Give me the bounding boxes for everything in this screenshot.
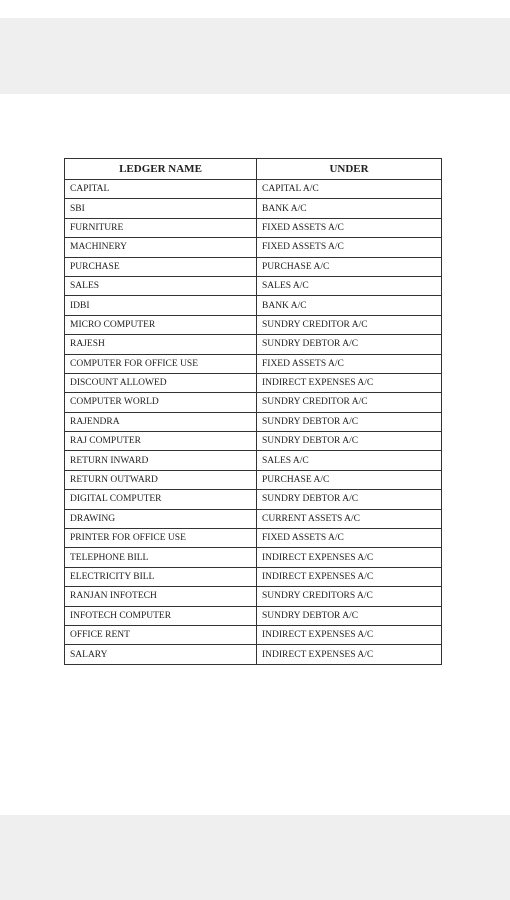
table-row	[65, 490, 442, 509]
ledger-name-cell: COMPUTER WORLD	[65, 393, 257, 412]
table-row	[65, 432, 442, 451]
ledger-name-cell: RAJESH	[65, 335, 257, 354]
under-cell: FIXED ASSETS A/C	[257, 354, 442, 373]
under-cell: INDIRECT EXPENSES A/C	[257, 567, 442, 586]
under-cell: INDIRECT EXPENSES A/C	[257, 548, 442, 567]
under-cell: PURCHASE A/C	[257, 470, 442, 489]
table-header-row	[65, 159, 442, 180]
under-cell: CURRENT ASSETS A/C	[257, 509, 442, 528]
under-cell: SUNDRY DEBTOR A/C	[257, 412, 442, 431]
under-cell: FIXED ASSETS A/C	[257, 218, 442, 237]
ledger-name-cell: ELECTRICITY BILL	[65, 567, 257, 586]
table-row	[65, 276, 442, 295]
table-row	[65, 645, 442, 664]
bottom-bar-area	[0, 815, 510, 900]
column-header-under: UNDER	[257, 159, 442, 180]
ledger-name-cell: DRAWING	[65, 509, 257, 528]
under-cell: INDIRECT EXPENSES A/C	[257, 373, 442, 392]
table-row	[65, 373, 442, 392]
ledger-name-cell: RAJ COMPUTER	[65, 432, 257, 451]
under-cell: FIXED ASSETS A/C	[257, 529, 442, 548]
ledger-name-cell: RETURN INWARD	[65, 451, 257, 470]
table-row	[65, 529, 442, 548]
table-row	[65, 567, 442, 586]
ledger-name-cell: RANJAN INFOTECH	[65, 587, 257, 606]
under-cell: PURCHASE A/C	[257, 257, 442, 276]
under-cell: SALES A/C	[257, 276, 442, 295]
table-row	[65, 199, 442, 218]
ledger-name-cell: OFFICE RENT	[65, 625, 257, 644]
table-row	[65, 412, 442, 431]
under-cell: BANK A/C	[257, 296, 442, 315]
table-row	[65, 451, 442, 470]
ledger-name-cell: FURNITURE	[65, 218, 257, 237]
ledger-name-cell: RAJENDRA	[65, 412, 257, 431]
under-cell: FIXED ASSETS A/C	[257, 238, 442, 257]
under-cell: INDIRECT EXPENSES A/C	[257, 625, 442, 644]
under-cell: SUNDRY CREDITOR A/C	[257, 393, 442, 412]
under-cell: SUNDRY DEBTOR A/C	[257, 432, 442, 451]
column-header-ledger-name: LEDGER NAME	[65, 159, 257, 180]
under-cell: SUNDRY DEBTOR A/C	[257, 606, 442, 625]
ledger-name-cell: DIGITAL COMPUTER	[65, 490, 257, 509]
ledger-name-cell: DISCOUNT ALLOWED	[65, 373, 257, 392]
table-row	[65, 354, 442, 373]
table-row	[65, 218, 442, 237]
table-row	[65, 606, 442, 625]
table-row	[65, 296, 442, 315]
table-row	[65, 315, 442, 334]
ledger-name-cell: SALARY	[65, 645, 257, 664]
ledger-name-cell: IDBI	[65, 296, 257, 315]
table-row	[65, 509, 442, 528]
ledger-name-cell: SALES	[65, 276, 257, 295]
table-row	[65, 180, 442, 199]
under-cell: SUNDRY CREDITOR A/C	[257, 315, 442, 334]
table-row	[65, 587, 442, 606]
ledger-name-cell: INFOTECH COMPUTER	[65, 606, 257, 625]
ledger-name-cell: COMPUTER FOR OFFICE USE	[65, 354, 257, 373]
table-row	[65, 625, 442, 644]
ledger-name-cell: SBI	[65, 199, 257, 218]
under-cell: CAPITAL A/C	[257, 180, 442, 199]
under-cell: SUNDRY DEBTOR A/C	[257, 335, 442, 354]
under-cell: SALES A/C	[257, 451, 442, 470]
ledger-name-cell: TELEPHONE BILL	[65, 548, 257, 567]
ledger-name-cell: PURCHASE	[65, 257, 257, 276]
ledger-name-cell: MACHINERY	[65, 238, 257, 257]
ledger-name-cell: MICRO COMPUTER	[65, 315, 257, 334]
ledger-table	[64, 158, 442, 665]
table-row	[65, 257, 442, 276]
table-row	[65, 393, 442, 412]
under-cell: BANK A/C	[257, 199, 442, 218]
under-cell: SUNDRY DEBTOR A/C	[257, 490, 442, 509]
ledger-name-cell: PRINTER FOR OFFICE USE	[65, 529, 257, 548]
ledger-name-cell: RETURN OUTWARD	[65, 470, 257, 489]
under-cell: SUNDRY CREDITORS A/C	[257, 587, 442, 606]
table-row	[65, 238, 442, 257]
status-bar-area	[0, 0, 510, 18]
table-row	[65, 548, 442, 567]
table-row	[65, 470, 442, 489]
table-row	[65, 335, 442, 354]
under-cell: INDIRECT EXPENSES A/C	[257, 645, 442, 664]
top-toolbar-area	[0, 18, 510, 94]
ledger-name-cell: CAPITAL	[65, 180, 257, 199]
